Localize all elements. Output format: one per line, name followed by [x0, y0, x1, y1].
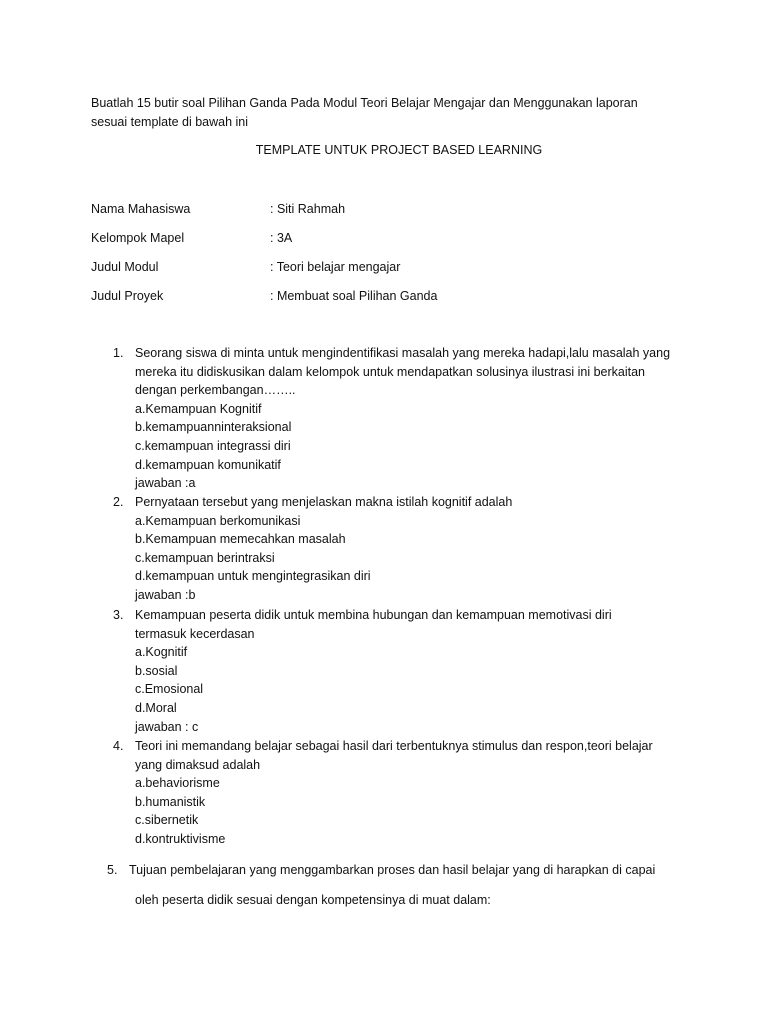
meta-label-judul-proyek: Judul Proyek — [91, 289, 164, 303]
question-text: yang dimaksud adalah — [135, 757, 261, 772]
option-d: d.kemampuan komunikatif — [135, 457, 281, 472]
intro-line: sesuai template di bawah ini — [91, 114, 249, 129]
question-text: mereka itu didiskusikan dalam kelompok untuk mendapatkan solusinya ilustrasi ini berkaitan — [135, 364, 645, 379]
option-b: b.humanistik — [135, 794, 206, 809]
question-text: Kemampuan peserta didik untuk membina hubungan dan kemampuan memotivasi diri — [135, 608, 612, 622]
option-b: b.kemampuanninteraksional — [135, 420, 292, 435]
option-a: a.Kemampuan berkomunikasi — [135, 513, 301, 528]
option-b: b.Kemampuan memecahkan masalah — [135, 532, 346, 547]
meta-value-nama: : Siti Rahmah — [270, 202, 346, 216]
question-text: dengan perkembangan…….. — [135, 383, 296, 398]
option-d: d.kemampuan untuk mengintegrasikan diri — [135, 569, 371, 584]
question-4 — [135, 737, 695, 849]
intro-text — [91, 94, 691, 131]
question-text: Tujuan pembelajaran yang menggambarkan proses dan hasil belajar yang di harapkan di capai — [129, 863, 656, 877]
meta-value-judul-proyek: : Membuat soal Pilihan Ganda — [270, 289, 438, 303]
meta-label-nama: Nama Mahasiswa — [91, 202, 191, 216]
question-text: Pernyataan tersebut yang menjelaskan makna istilah kognitif adalah — [135, 495, 513, 509]
option-c: c.kemampuan berintraksi — [135, 550, 275, 565]
question-number: 2. — [113, 495, 124, 509]
question-number: 1. — [113, 346, 124, 360]
question-1 — [135, 344, 695, 493]
question-number: 3. — [113, 608, 124, 622]
question-number: 5. — [107, 863, 118, 877]
document-title: TEMPLATE UNTUK PROJECT BASED LEARNING — [255, 143, 543, 157]
question-text: Teori ini memandang belajar sebagai hasil dari terbentuknya stimulus dan respon,teori belajar — [135, 739, 653, 753]
answer: jawaban :b — [135, 587, 196, 602]
option-d: d.kontruktivisme — [135, 831, 226, 846]
question-text: oleh peserta didik sesuai dengan kompetensinya di muat dalam: — [135, 893, 491, 907]
option-a: a.Kemampuan Kognitif — [135, 401, 262, 416]
option-a: a.behaviorisme — [135, 776, 220, 791]
option-c: c.Emosional — [135, 682, 204, 697]
question-text: Seorang siswa di minta untuk mengindentifikasi masalah yang mereka hadapi,lalu masalah yang — [135, 346, 671, 360]
answer: jawaban :a — [135, 476, 196, 491]
question-3 — [135, 606, 695, 736]
meta-value-judul-modul: : Teori belajar mengajar — [270, 260, 401, 274]
question-2 — [135, 493, 695, 605]
option-c: c.sibernetik — [135, 813, 199, 828]
question-number: 4. — [113, 739, 124, 753]
option-d: d.Moral — [135, 700, 177, 715]
meta-label-kelompok: Kelompok Mapel — [91, 231, 185, 245]
option-a: a.Kognitif — [135, 645, 188, 660]
answer: jawaban : c — [135, 719, 199, 734]
meta-label-judul-modul: Judul Modul — [91, 260, 159, 274]
option-c: c.kemampuan integrassi diri — [135, 438, 291, 453]
question-text: termasuk kecerdasan — [135, 626, 255, 641]
intro-line: Buatlah 15 butir soal Pilihan Ganda Pada Modul Teori Belajar Mengajar dan Menggunakan laporan — [91, 96, 638, 110]
option-b: b.sosial — [135, 663, 178, 678]
meta-value-kelompok: : 3A — [270, 231, 293, 245]
